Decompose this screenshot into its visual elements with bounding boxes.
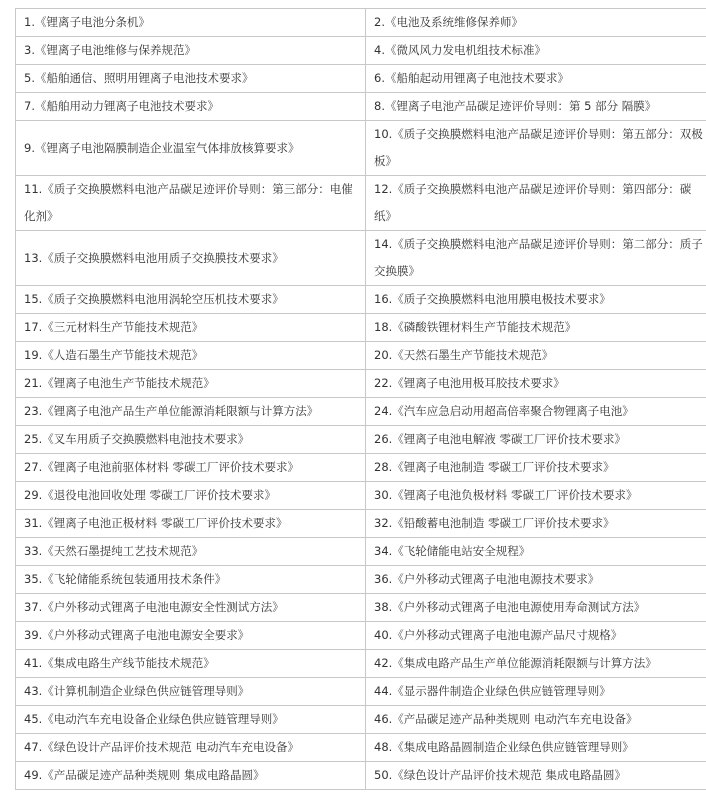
table-cell-right: 48.《集成电路晶圆制造企业绿色供应链管理导则》 [366, 734, 706, 762]
table-cell-right: 22.《锂离子电池用极耳胶技术要求》 [366, 370, 706, 398]
table-cell-right: 10.《质子交换膜燃料电池产品碳足迹评价导则：第五部分：双极板》 [366, 121, 706, 176]
table-row [16, 706, 706, 734]
table-row [16, 121, 706, 176]
table-cell-right: 28.《锂离子电池制造 零碳工厂评价技术要求》 [366, 454, 706, 482]
table-row [16, 734, 706, 762]
table-row [16, 454, 706, 482]
table-cell-right: 26.《锂离子电池电解液 零碳工厂评价技术要求》 [366, 426, 706, 454]
standards-table-body [16, 9, 706, 790]
table-row [16, 510, 706, 538]
table-cell-left: 17.《三元材料生产节能技术规范》 [16, 314, 366, 342]
table-row [16, 622, 706, 650]
table-cell-right: 40.《户外移动式锂离子电池电源产品尺寸规格》 [366, 622, 706, 650]
table-cell-right: 14.《质子交换膜燃料电池产品碳足迹评价导则：第二部分：质子交换膜》 [366, 231, 706, 286]
table-row [16, 314, 706, 342]
table-cell-right: 16.《质子交换膜燃料电池用膜电极技术要求》 [366, 286, 706, 314]
table-cell-right: 18.《磷酸铁锂材料生产节能技术规范》 [366, 314, 706, 342]
table-cell-right: 2.《电池及系统维修保养师》 [366, 9, 706, 37]
table-cell-left: 33.《天然石墨提纯工艺技术规范》 [16, 538, 366, 566]
table-cell-left: 9.《锂离子电池隔膜制造企业温室气体排放核算要求》 [16, 121, 366, 176]
table-cell-left: 45.《电动汽车充电设备企业绿色供应链管理导则》 [16, 706, 366, 734]
table-cell-right: 50.《绿色设计产品评价技术规范 集成电路晶圆》 [366, 762, 706, 790]
table-cell-left: 15.《质子交换膜燃料电池用涡轮空压机技术要求》 [16, 286, 366, 314]
table-cell-right: 24.《汽车应急启动用超高倍率聚合物锂离子电池》 [366, 398, 706, 426]
table-cell-left: 41.《集成电路生产线节能技术规范》 [16, 650, 366, 678]
table-cell-right: 46.《产品碳足迹产品种类规则 电动汽车充电设备》 [366, 706, 706, 734]
table-cell-right: 12.《质子交换膜燃料电池产品碳足迹评价导则：第四部分：碳纸》 [366, 176, 706, 231]
table-cell-right: 42.《集成电路产品生产单位能源消耗限额与计算方法》 [366, 650, 706, 678]
table-row [16, 342, 706, 370]
table-cell-left: 25.《叉车用质子交换膜燃料电池技术要求》 [16, 426, 366, 454]
table-cell-left: 29.《退役电池回收处理 零碳工厂评价技术要求》 [16, 482, 366, 510]
table-row [16, 9, 706, 37]
table-row [16, 678, 706, 706]
table-cell-left: 43.《计算机制造企业绿色供应链管理导则》 [16, 678, 366, 706]
table-cell-left: 1.《锂离子电池分条机》 [16, 9, 366, 37]
table-cell-right: 38.《户外移动式锂离子电池电源使用寿命测试方法》 [366, 594, 706, 622]
table-cell-left: 21.《锂离子电池生产节能技术规范》 [16, 370, 366, 398]
table-cell-right: 32.《铅酸蓄电池制造 零碳工厂评价技术要求》 [366, 510, 706, 538]
table-cell-right: 6.《船舶起动用锂离子电池技术要求》 [366, 65, 706, 93]
table-row [16, 37, 706, 65]
table-cell-left: 27.《锂离子电池前驱体材料 零碳工厂评价技术要求》 [16, 454, 366, 482]
table-cell-left: 47.《绿色设计产品评价技术规范 电动汽车充电设备》 [16, 734, 366, 762]
table-row [16, 566, 706, 594]
table-cell-left: 13.《质子交换膜燃料电池用质子交换膜技术要求》 [16, 231, 366, 286]
table-row [16, 398, 706, 426]
table-cell-right: 34.《飞轮储能电站安全规程》 [366, 538, 706, 566]
table-cell-left: 37.《户外移动式锂离子电池电源安全性测试方法》 [16, 594, 366, 622]
table-cell-right: 8.《锂离子电池产品碳足迹评价导则：第 5 部分 隔膜》 [366, 93, 706, 121]
table-cell-left: 3.《锂离子电池维修与保养规范》 [16, 37, 366, 65]
table-row [16, 538, 706, 566]
table-cell-left: 5.《船舶通信、照明用锂离子电池技术要求》 [16, 65, 366, 93]
table-row [16, 370, 706, 398]
table-row [16, 231, 706, 286]
table-cell-left: 31.《锂离子电池正极材料 零碳工厂评价技术要求》 [16, 510, 366, 538]
table-row [16, 426, 706, 454]
table-cell-right: 30.《锂离子电池负极材料 零碳工厂评价技术要求》 [366, 482, 706, 510]
table-row [16, 286, 706, 314]
table-row [16, 762, 706, 790]
table-row [16, 650, 706, 678]
table-cell-left: 35.《飞轮储能系统包装通用技术条件》 [16, 566, 366, 594]
table-cell-left: 39.《户外移动式锂离子电池电源安全要求》 [16, 622, 366, 650]
standards-table [15, 8, 706, 790]
table-cell-right: 4.《微风风力发电机组技术标准》 [366, 37, 706, 65]
table-cell-right: 36.《户外移动式锂离子电池电源技术要求》 [366, 566, 706, 594]
table-cell-right: 20.《天然石墨生产节能技术规范》 [366, 342, 706, 370]
table-cell-right: 44.《显示器件制造企业绿色供应链管理导则》 [366, 678, 706, 706]
table-row [16, 176, 706, 231]
table-cell-left: 7.《船舶用动力锂离子电池技术要求》 [16, 93, 366, 121]
table-cell-left: 11.《质子交换膜燃料电池产品碳足迹评价导则：第三部分：电催化剂》 [16, 176, 366, 231]
table-row [16, 482, 706, 510]
table-cell-left: 49.《产品碳足迹产品种类规则 集成电路晶圆》 [16, 762, 366, 790]
table-row [16, 93, 706, 121]
table-cell-left: 19.《人造石墨生产节能技术规范》 [16, 342, 366, 370]
table-row [16, 65, 706, 93]
table-cell-left: 23.《锂离子电池产品生产单位能源消耗限额与计算方法》 [16, 398, 366, 426]
table-row [16, 594, 706, 622]
